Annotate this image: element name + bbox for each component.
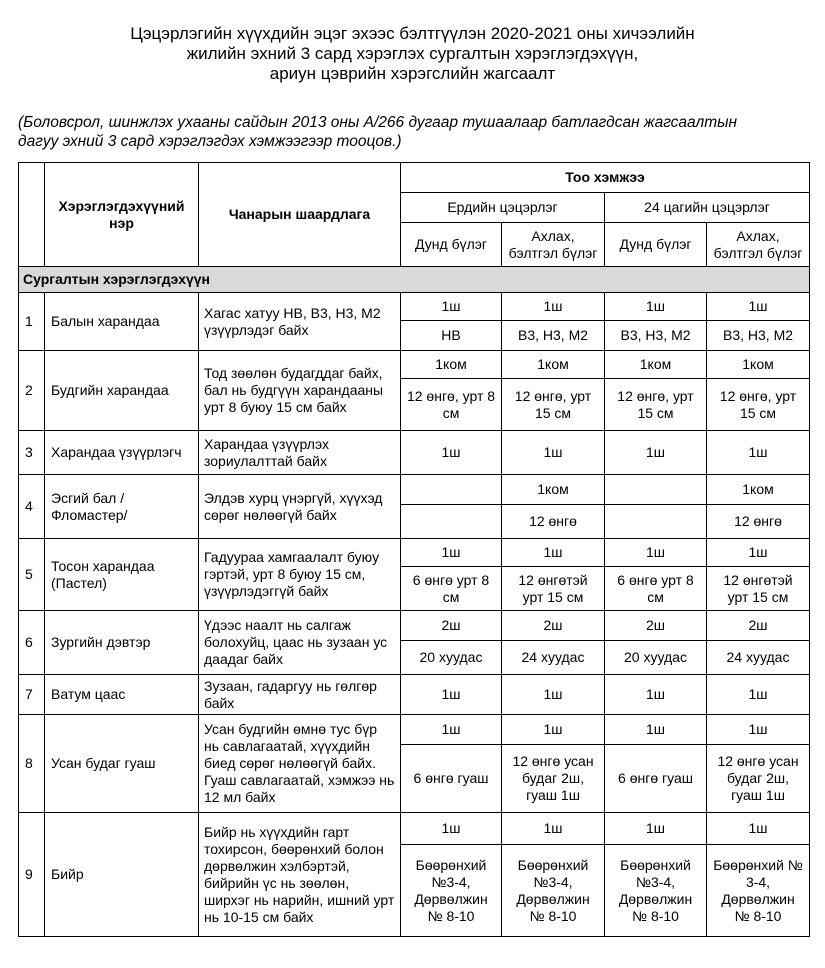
quantity-detail-cell: 12 өнгө, урт 8 см — [401, 379, 502, 431]
quantity-detail-cell — [605, 505, 707, 539]
item-name: Балын харандаа — [45, 293, 199, 351]
quantity-detail-cell: Бөөрөнхий №3-4, Дөрвөлжин № 8-10 — [502, 845, 605, 937]
quantity-cell: 1ш — [401, 431, 502, 475]
quantity-detail-cell: 12 өнгө — [707, 505, 810, 539]
table-row — [19, 475, 810, 505]
header-middle-group: Дунд бүлэг — [401, 223, 502, 267]
quantity-cell: 2ш — [502, 611, 605, 641]
header-senior-group: Ахлах, бэлтгэл бүлэг — [502, 223, 605, 267]
quantity-cell: 1ш — [502, 431, 605, 475]
item-name: Ватум цаас — [45, 675, 199, 715]
table-row — [19, 431, 810, 475]
item-name: Харандаа үзүүрлэгч — [45, 431, 199, 475]
item-requirement: Гадуураа хамгаалалт буюу гэртэй, урт 8 буюу 15 см, үзүүрлэдэггүй байх — [199, 539, 401, 611]
note-line-1: (Боловсрол, шинжлэх ухааны сайдын 2013 оны А/266 дугаар тушаалаар батлагдсан жагсаалтын — [18, 114, 738, 131]
title-line-3: ариун цэврийн хэрэгслийн жагсаалт — [269, 64, 556, 83]
header-number — [19, 163, 45, 267]
row-number: 8 — [19, 715, 45, 813]
quantity-detail-cell: 6 өнгө гуаш — [605, 745, 707, 813]
row-number: 4 — [19, 475, 45, 539]
quantity-cell — [605, 475, 707, 505]
quantity-cell: 1ш — [401, 539, 502, 567]
quantity-cell: 1ш — [707, 539, 810, 567]
quantity-cell: 1ш — [707, 675, 810, 715]
item-requirement: Бийр нь хүүхдийн гарт тохирсон, бөөрөнхий болон дөрвөлжин хэлбэртэй, бийрийн үс нь зөөлөн, ширхэг нь нарийн, ишний урт нь 10-15 см байх — [199, 813, 401, 937]
quantity-cell: 1ш — [502, 539, 605, 567]
quantity-cell: 1ш — [502, 293, 605, 321]
row-number: 9 — [19, 813, 45, 937]
quantity-cell — [401, 475, 502, 505]
quantity-cell: 2ш — [707, 611, 810, 641]
quantity-cell: 1ш — [605, 813, 707, 845]
quantity-cell: 1ш — [605, 431, 707, 475]
quantity-detail-cell: 20 хуудас — [401, 641, 502, 675]
title-line-2: жилийн эхний 3 сард хэрэглэх сургалтын хэрэглэгдэхүүн, — [186, 44, 639, 63]
item-name: Тосон харандаа (Пастел) — [45, 539, 199, 611]
quantity-cell: 1ш — [502, 813, 605, 845]
item-requirement: Үдээс наалт нь салгаж болохуйц, цаас нь зузаан ус даадаг байх — [199, 611, 401, 675]
quantity-detail-cell: 6 өнгө урт 8 см — [605, 567, 707, 611]
quantity-cell: 2ш — [401, 611, 502, 641]
quantity-cell: 1ш — [707, 293, 810, 321]
table-row — [19, 293, 810, 321]
item-name: Будгийн харандаа — [45, 351, 199, 431]
quantity-cell: 1ш — [605, 675, 707, 715]
quantity-detail-cell: 12 өнгөтэй урт 15 см — [707, 567, 810, 611]
quantity-cell: 1ш — [707, 431, 810, 475]
item-name: Усан будаг гуаш — [45, 715, 199, 813]
table-row — [19, 611, 810, 641]
item-requirement: Зузаан, гадаргуу нь гөлгөр байх — [199, 675, 401, 715]
quantity-cell: 1ком — [707, 475, 810, 505]
table-row — [19, 715, 810, 745]
materials-table — [18, 162, 810, 937]
quantity-detail-cell: 20 хуудас — [605, 641, 707, 675]
item-requirement: Усан будгийн өмнө тус бүр нь савлагаатай, хүүхдийн биед сөрөг нөлөөгүй байх. Гуаш савлагаатай, хэмжээ нь 12 мл байх — [199, 715, 401, 813]
quantity-cell: 1ком — [401, 351, 502, 379]
quantity-detail-cell — [401, 505, 502, 539]
quantity-cell: 1ш — [401, 715, 502, 745]
note-line-2: дагуу эхний 3 сард хэрэглэгдэх хэмжээгээр тооцов.) — [18, 133, 402, 150]
item-name: Зургийн дэвтэр — [45, 611, 199, 675]
document-title — [0, 24, 825, 84]
quantity-cell: 1ш — [502, 675, 605, 715]
row-number: 5 — [19, 539, 45, 611]
quantity-detail-cell: В3, Н3, М2 — [707, 321, 810, 351]
quantity-cell: 1ш — [401, 813, 502, 845]
item-requirement: Харандаа үзүүрлэх зориулалттай байх — [199, 431, 401, 475]
quantity-detail-cell: 24 хуудас — [502, 641, 605, 675]
quantity-detail-cell: 12 өнгө — [502, 505, 605, 539]
quantity-detail-cell: 12 өнгө, урт 15 см — [707, 379, 810, 431]
quantity-cell: 1ш — [605, 715, 707, 745]
quantity-detail-cell: 6 өнгө урт 8 см — [401, 567, 502, 611]
quantity-cell: 1ком — [502, 475, 605, 505]
header-senior-group: Ахлах, бэлтгэл бүлэг — [707, 223, 810, 267]
quantity-cell: 1ш — [707, 813, 810, 845]
quantity-cell: 1ш — [605, 539, 707, 567]
header-regular-kindergarten: Ердийн цэцэрлэг — [401, 193, 605, 223]
header-24h-kindergarten: 24 цагийн цэцэрлэг — [605, 193, 810, 223]
quantity-detail-cell: В3, Н3, М2 — [605, 321, 707, 351]
title-line-1: Цэцэрлэгийн хүүхдийн эцэг эхээс бэлтгүүлэн 2020-2021 оны хичээлийн — [130, 24, 695, 43]
item-requirement: Хагас хатуу НВ, В3, Н3, М2 үзүүрлэдэг байх — [199, 293, 401, 351]
item-requirement: Элдэв хурц үнэргүй, хүүхэд сөрөг нөлөөгүй байх — [199, 475, 401, 539]
item-name: Бийр — [45, 813, 199, 937]
quantity-cell: 1ш — [707, 715, 810, 745]
quantity-cell: 2ш — [605, 611, 707, 641]
quantity-cell: 1ш — [401, 675, 502, 715]
quantity-cell: 1ком — [502, 351, 605, 379]
item-requirement: Тод зөөлөн будагддаг байх, бал нь будгүүн харандааны урт 8 буюу 15 см байх — [199, 351, 401, 431]
quantity-detail-cell: 12 өнгө усан будаг 2ш, гуаш 1ш — [707, 745, 810, 813]
header-quantity: Тоо хэмжээ — [401, 163, 810, 193]
table-row — [19, 539, 810, 567]
quantity-detail-cell: 12 өнгө усан будаг 2ш, гуаш 1ш — [502, 745, 605, 813]
quantity-cell: 1ком — [605, 351, 707, 379]
row-number: 7 — [19, 675, 45, 715]
item-name: Эсгий бал /Фломастер/ — [45, 475, 199, 539]
quantity-detail-cell: Бөөрөнхий №3-4, Дөрвөлжин № 8-10 — [401, 845, 502, 937]
row-number: 3 — [19, 431, 45, 475]
quantity-cell: 1ш — [502, 715, 605, 745]
quantity-detail-cell: Бөөрөнхий №3-4, Дөрвөлжин № 8-10 — [605, 845, 707, 937]
table-row — [19, 351, 810, 379]
quantity-cell: 1ком — [707, 351, 810, 379]
quantity-detail-cell: 6 өнгө гуаш — [401, 745, 502, 813]
quantity-cell: 1ш — [401, 293, 502, 321]
section-title: Сургалтын хэрэглэгдэхүүн — [19, 267, 810, 293]
table-row — [19, 813, 810, 845]
quantity-detail-cell: В3, Н3, М2 — [502, 321, 605, 351]
row-number: 6 — [19, 611, 45, 675]
table-row — [19, 675, 810, 715]
header-name: Хэрэглэгдэхүүний нэр — [45, 163, 199, 267]
quantity-detail-cell: НВ — [401, 321, 502, 351]
quantity-detail-cell: 24 хуудас — [707, 641, 810, 675]
document-note — [18, 113, 818, 151]
header-middle-group: Дунд бүлэг — [605, 223, 707, 267]
row-number: 1 — [19, 293, 45, 351]
row-number: 2 — [19, 351, 45, 431]
quantity-detail-cell: 12 өнгөтэй урт 15 см — [502, 567, 605, 611]
header-quality: Чанарын шаардлага — [199, 163, 401, 267]
quantity-detail-cell: 12 өнгө, урт 15 см — [502, 379, 605, 431]
quantity-cell: 1ш — [605, 293, 707, 321]
quantity-detail-cell: 12 өнгө, урт 15 см — [605, 379, 707, 431]
quantity-detail-cell: Бөөрөнхий № 3-4, Дөрвөлжин № 8-10 — [707, 845, 810, 937]
